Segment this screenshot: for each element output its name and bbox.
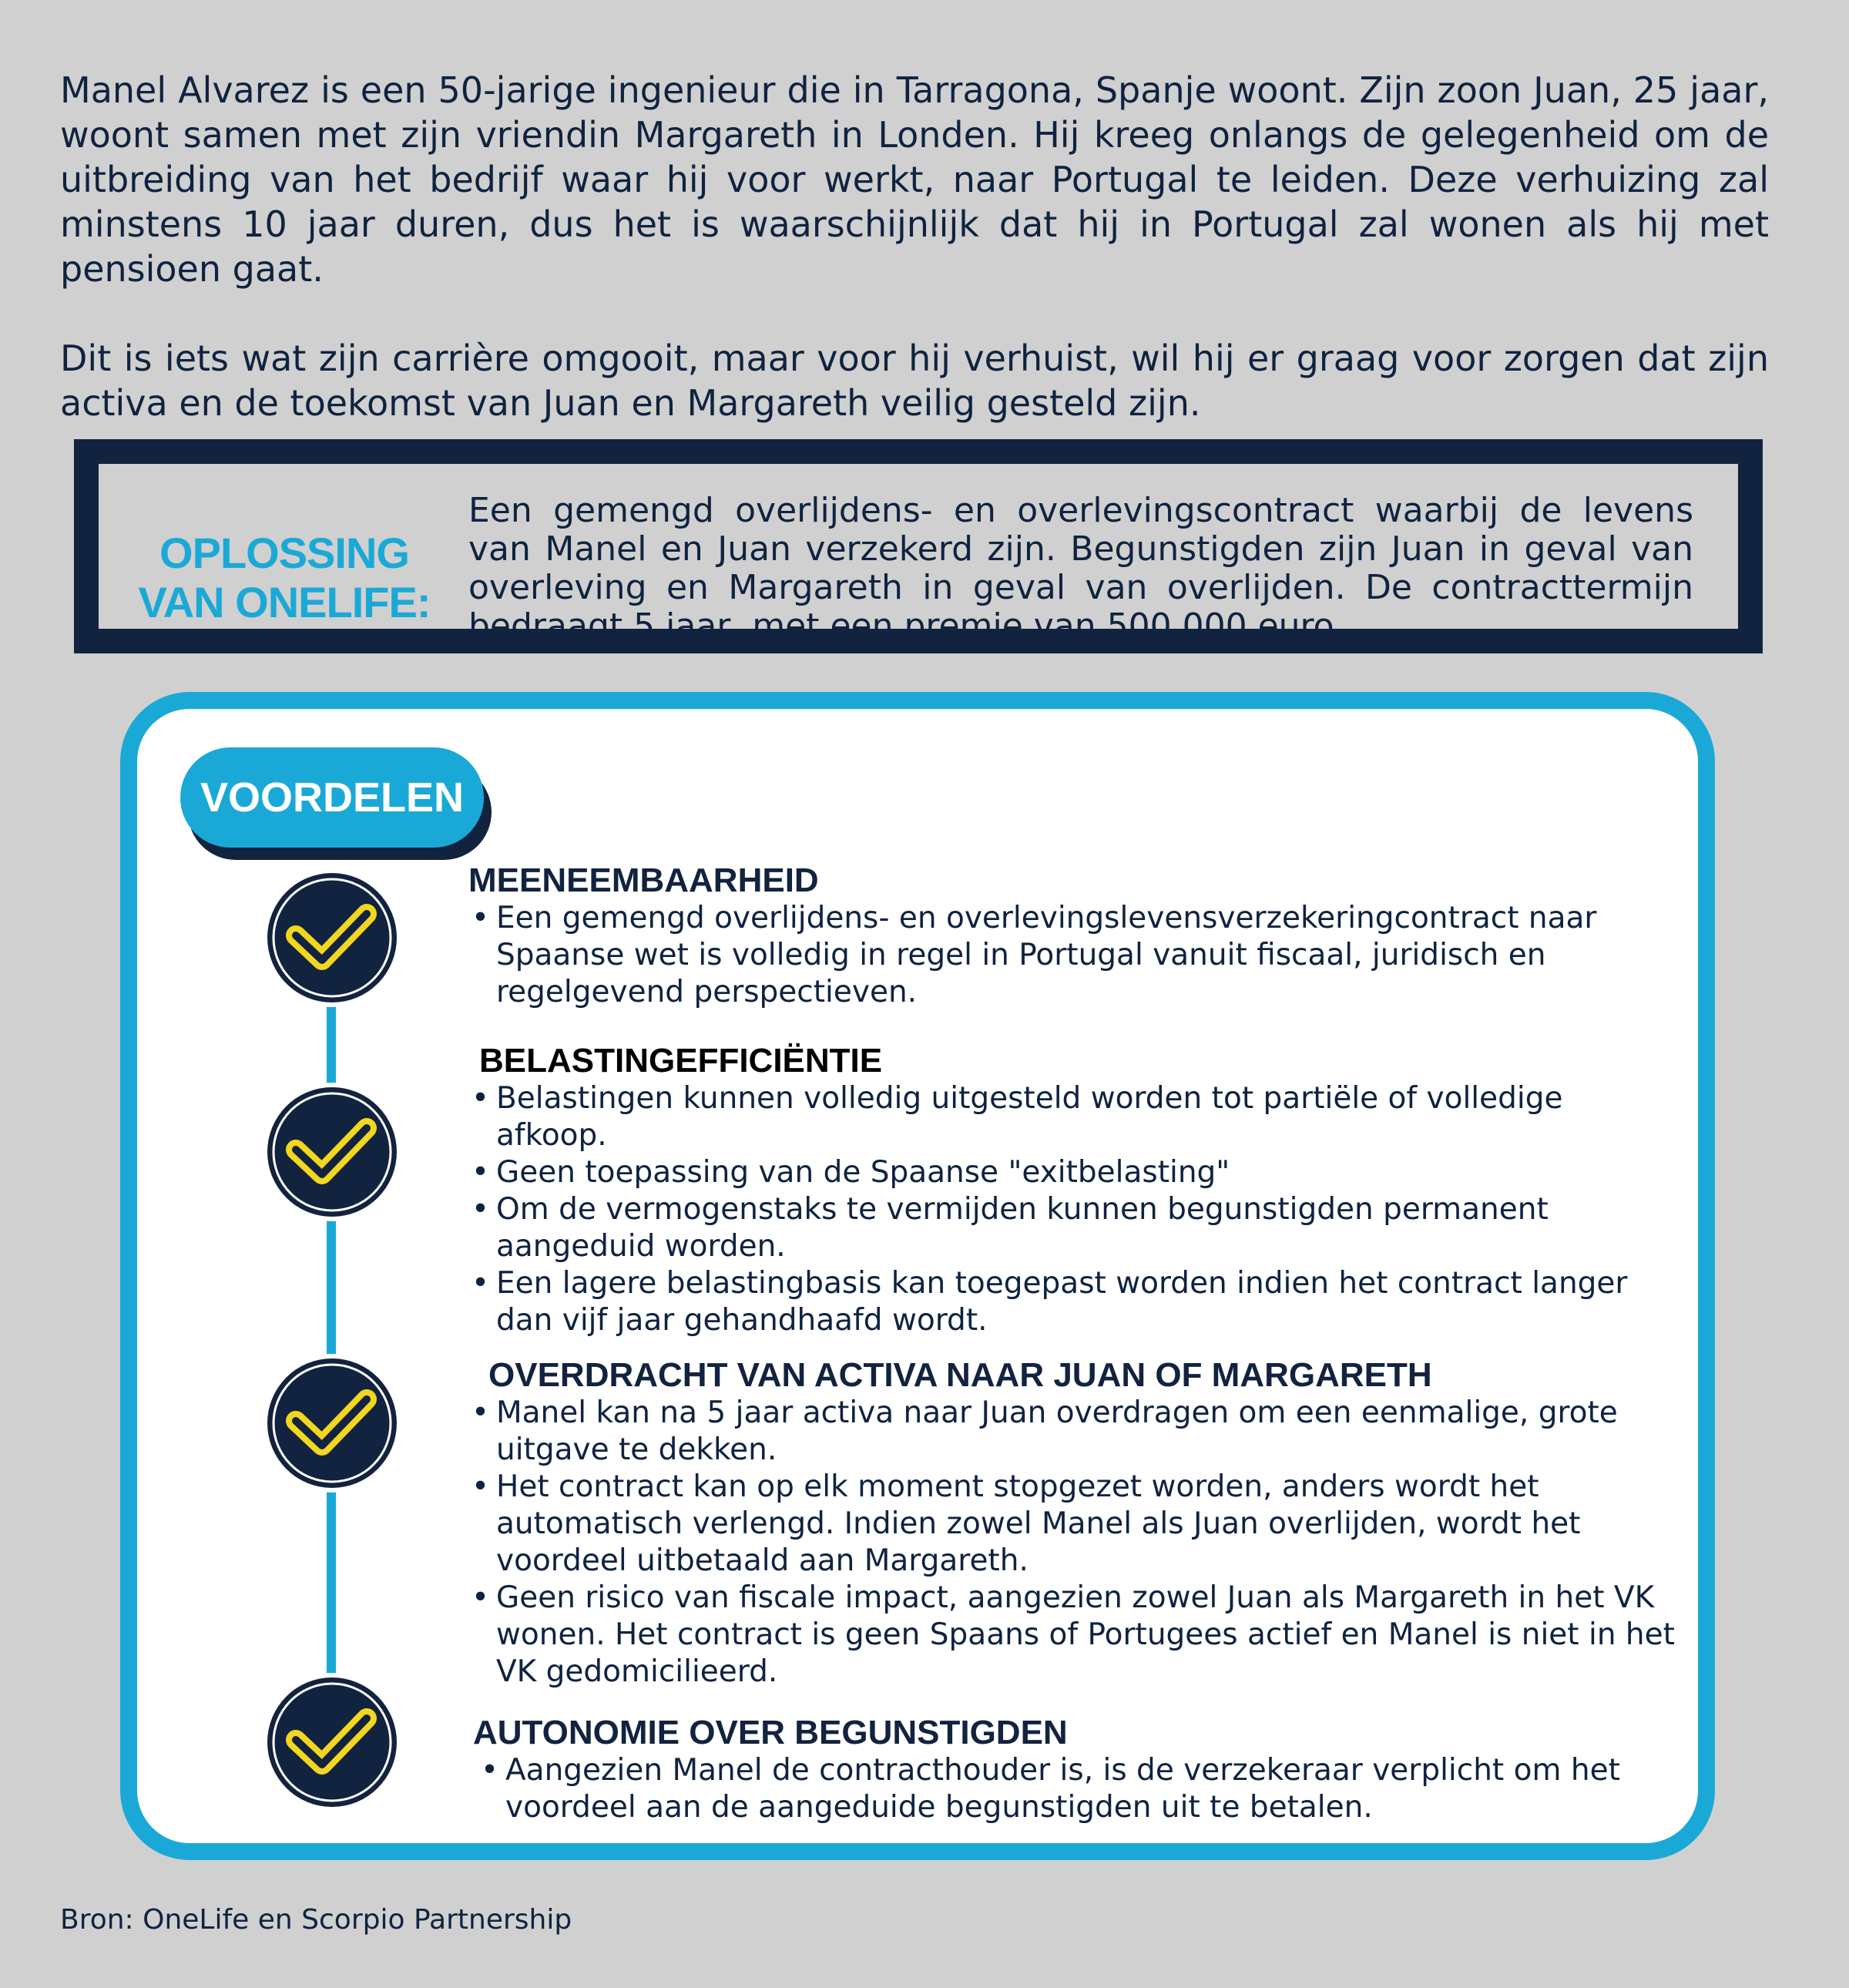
- checkmark-circle-icon: [259, 1079, 405, 1225]
- benefit-title: MEENEEMBAARHEID: [468, 861, 819, 899]
- intro-text: [60, 68, 1769, 470]
- benefit-bullet: • Het contract kan op elk moment stopgezet worden, anders wordt het automatisch verlengd. Indien zowel Manel als Juan overlijden, wordt het voordeel uitbetaald aan Margareth.: [468, 1469, 1690, 1580]
- benefit-bullet: • Om de vermogenstaks te vermijden kunnen begunstigden permanent aangeduid worden.: [468, 1191, 1681, 1265]
- benefit-bullets: [468, 900, 1670, 1011]
- benefit-bullet: • Aangezien Manel de contracthouder is, is de verzekeraar verplicht om het voordeel aan de aangeduide begunstigden uit te betalen.: [478, 1752, 1675, 1826]
- benefits-panel: [120, 692, 1715, 1860]
- benefit-section-tax-efficiency: [479, 1042, 1681, 1339]
- benefit-title: AUTONOMIE OVER BEGUNSTIGDEN: [473, 1714, 1068, 1751]
- solution-title: [126, 529, 442, 627]
- benefit-bullet: • Manel kan na 5 jaar activa naar Juan overdragen om een eenmalige, grote uitgave te dekken.: [468, 1395, 1690, 1469]
- checkmark-circle-icon: [259, 865, 405, 1011]
- source-note: Bron: OneLife en Scorpio Partnership: [60, 1904, 572, 1936]
- benefit-bullets: [473, 1752, 1675, 1826]
- intro-paragraph-1: Manel Alvarez is een 50-jarige ingenieur die in Tarragona, Spanje woont. Zijn zoon Juan, 25 jaar, woont samen met zijn vriendin Margareth in Londen. Hij kreeg onlangs de gelegenheid om de uitbreiding van het bedrijf waar hij voor werkt, naar Portugal te leiden. Deze verhuizing zal minstens 10 jaar duren, dus het is waarschijnlijk dat hij in Portugal zal wonen als hij met pensioen gaat.: [60, 69, 1769, 290]
- benefit-section-beneficiary-autonomy: [473, 1714, 1675, 1826]
- benefit-section-asset-transfer: [488, 1356, 1690, 1691]
- solution-box: [74, 439, 1763, 653]
- checkmark-circle-icon: [259, 1669, 405, 1815]
- solution-title-line-1: OPLOSSING: [159, 529, 409, 577]
- benefits-label: VOORDELEN: [180, 747, 484, 848]
- solution-title-line-2: VAN ONELIFE:: [138, 578, 431, 626]
- benefit-bullet: • Geen toepassing van de Spaanse "exitbelasting": [468, 1154, 1681, 1191]
- solution-text: Een gemengd overlijdens- en overlevingscontract waarbij de levens van Manel en Juan verzekerd zijn. Begunstigden zijn Juan in geval van overleving en Margareth in geval van overlijden. De contracttermijn bedraagt 5 jaar, met een premie van 500.000 euro.: [468, 491, 1693, 646]
- benefit-bullet: • Een lagere belastingbasis kan toegepast worden indien het contract langer dan vijf jaar gehandhaafd wordt.: [468, 1265, 1681, 1339]
- benefit-bullets: [488, 1395, 1690, 1691]
- benefit-title: OVERDRACHT VAN ACTIVA NAAR JUAN OF MARGARETH: [488, 1356, 1432, 1394]
- benefit-section-portability: [468, 861, 1670, 1011]
- benefit-bullet: • Belastingen kunnen volledig uitgesteld worden tot partiële of volledige afkoop.: [468, 1080, 1681, 1154]
- benefit-title: BELASTINGEFFICIËNTIE: [479, 1042, 883, 1080]
- checkmark-circle-icon: [259, 1350, 405, 1496]
- intro-paragraph-2: Dit is iets wat zijn carrière omgooit, maar voor hij verhuist, wil hij er graag voor zorgen dat zijn activa en de toekomst van Juan en Margareth veilig gesteld zijn.: [60, 337, 1769, 424]
- benefit-bullet: • Een gemengd overlijdens- en overlevingslevensverzekeringcontract naar Spaanse wet is volledig in regel in Portugal vanuit fiscaal, juridisch en regelgevend perspectieven.: [468, 900, 1670, 1011]
- benefit-bullet: • Geen risico van fiscale impact, aangezien zowel Juan als Margareth in het VK wonen. Het contract is geen Spaans of Portugees actief en Manel is niet in het VK gedomicilieerd.: [468, 1580, 1690, 1691]
- benefit-bullets: [479, 1080, 1681, 1339]
